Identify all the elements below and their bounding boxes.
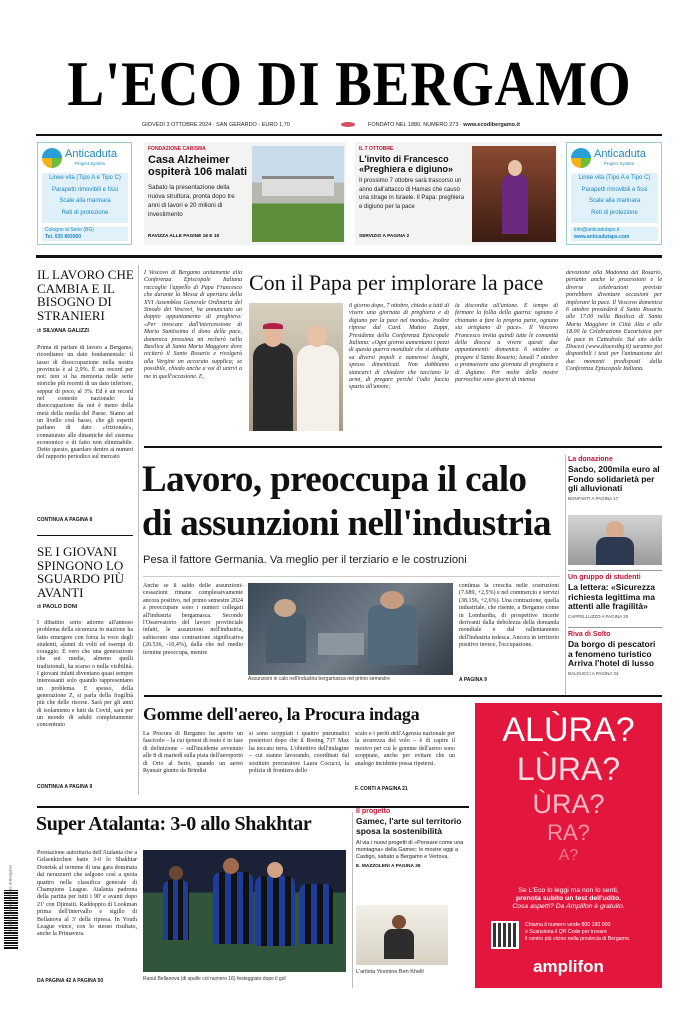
- teaser1-kicker: FONDAZIONE CARISMA: [148, 146, 206, 152]
- atalanta-photo: [143, 850, 346, 972]
- barcode-text: Quotidiano della provincia di Bergamo: [7, 864, 13, 933]
- industria-photo: [248, 583, 453, 675]
- amplifon-line3: ÙRA?: [532, 789, 605, 819]
- teaser-invito-francesco[interactable]: [355, 142, 558, 245]
- teaser2-kicker: IL 7 OTTOBRE: [359, 146, 394, 152]
- sidebar1-ref: BONFANTI A PAGINA 17: [568, 495, 619, 501]
- ad-anticaduta-right[interactable]: [566, 142, 662, 245]
- amplifon-line2: LÙRA?: [516, 751, 621, 787]
- editorial-giovani-byline: [37, 604, 77, 610]
- ad-left-item: Parapetti rimovibili e fissi: [51, 186, 119, 193]
- plane-col1: La Procura di Bergamo ha aperto un fascicolo – la cui ipotesi di reato è in fase di definizione – sull'incidente avvenuto alle 8 di martedì sulla pista dell'aeroporto di Orio al Serio, quando un aereo Ryanair giunto da Brindisi: [143, 731, 243, 775]
- teaser1-title: Casa Alzheimer ospiterà 106 malati: [148, 154, 248, 178]
- byline-prefix: di: [37, 604, 42, 610]
- main-subhead: Pesa il fattore Germania. Va meglio per il terziario e le costruzioni: [143, 554, 467, 566]
- anticaduta-logo-icon: [42, 148, 62, 168]
- amplifon-text1: Se L'Eco lo leggi ma non lo senti,: [518, 887, 619, 894]
- atalanta-ref[interactable]: DA PAGINA 42 A PAGINA 50: [37, 978, 104, 984]
- ad-right-sub: Project System: [604, 161, 635, 166]
- ad-left-item: Linee vita (Tipo A e Tipo C): [49, 175, 121, 181]
- teaser2-body: Il prossimo 7 ottobre sarà trascorso un anno dall'attacco di Hamas che causò una strage in Israele. Il Papa: preghiera e digiuno per la pace: [359, 178, 465, 210]
- ad-left-item: Scale alla marinara: [59, 198, 111, 204]
- pope-meeting-photo: [249, 303, 343, 431]
- plane-ref[interactable]: F. CONTI A PAGINA 21: [355, 786, 408, 792]
- casa-alzheimer-photo: [252, 146, 344, 242]
- amplifon-call1: Chiama il numero verde 800 180 000: [525, 922, 611, 928]
- masthead-founded: [368, 122, 520, 128]
- ad-left-list: [42, 173, 128, 223]
- editorial-giovani-title[interactable]: SE I GIOVANI SPINGONO LO SGUARDO PIÙ AVANTI: [37, 544, 125, 600]
- pope-teaser-photo: [472, 146, 556, 242]
- project-kicker: Il progetto: [356, 808, 391, 815]
- artist-caption: L'artista Yesmine Ben Khelil: [356, 969, 424, 975]
- sidebar2-title: La lettera: «Sicurezza richiesta legittima ma attenti alle fragilità»: [568, 582, 655, 611]
- main-headline-line1[interactable]: Lavoro, preoccupa il calo: [142, 459, 527, 500]
- pope-col3: la discordia all'unione. È tempo di fermare la follia della guerra: ognuno è chiamato a fare la propria parte, ognuno sia artigiano di pace». Il Vescovo Francesco invita quindi tutte le comunità della diocesi a vivere questi due appuntamenti: domenica 6 ottobre a pregare il Santo Rosario; lunedì 7 ottobre a promuovere una giornata di preghiera e di digiuno. Per molte delle nostre parrocchie sono giorni di intensa: [455, 303, 558, 384]
- editorial-lavoro-title[interactable]: IL LAVORO CHE CAMBIA E IL BISOGNO DI STRANIERI: [37, 267, 134, 323]
- atalanta-caption: Raoul Bellanova (di spalle col numero 16) festeggiato dopo il gol: [143, 976, 286, 982]
- pope-headline[interactable]: Con il Papa per implorare la pace: [249, 270, 544, 295]
- anticaduta-logo-icon: [571, 148, 591, 168]
- project-ref[interactable]: E. MAZZOLENI A PAGINA 39: [356, 864, 421, 869]
- teaser2-title: L'invito di Francesco «Preghiera e digiuno»: [359, 154, 454, 174]
- qr-code-icon[interactable]: [491, 921, 519, 949]
- sidebar3-kicker: Riva di Solto: [568, 631, 611, 638]
- ad-left-brand: Anticaduta: [65, 148, 117, 160]
- ad-amplifon[interactable]: [475, 703, 662, 988]
- main-headline-line2[interactable]: di assunzioni nell'industria: [142, 503, 551, 544]
- sidebar2-kicker: Un gruppo di studenti: [568, 574, 641, 581]
- amplifon-line4: RA?: [547, 820, 590, 845]
- project-title: Gamec, l'arte sul territorio sposa la sostenibilità: [356, 816, 462, 836]
- teaser1-body: Sabato la presentazione della nuova struttura, pronta dopo tre anni di lavori e 20 milioni di investimento: [148, 184, 235, 218]
- main-body-col1: Anche se il saldo delle assunzioni-cessazioni rimane complessivamente ancora positivo, nel primo semestre 2024 a preoccupare sono i numeri collegati all'industria bergamasca. Secondo l'Osservatorio del lavoro provinciale infatti, le assunzioni nell'industria, subiscono una contrazione significativa (20.536, -10,4%), dalla che nel medio termine preoccupa, mentre: [143, 583, 243, 656]
- sidebar-donazione[interactable]: [568, 456, 662, 501]
- editorial-lavoro-body: Prima di parlare di lavoro a Bergamo, ricordiamo un dato fondamentale: il tasso di disoccupazione nella nostra provincia è al 2,9%. È un record per noi: non si ha memoria nelle serie storiche più recenti di un dato inferiore, seppur di poco, al 3%. Ed è un record nel contesto nazionale: la disoccupazione da noi è meno della metà della media del Paese. Siamo ad un livello così basso, che gli esperti parlano di dato «frizionale», connaturato alle dinamiche del sistema economico e di fatto non eliminabile. Detto questo, guardare dentro ai numeri del rapporto periodico sul mercato: [37, 345, 133, 461]
- byline-author: SILVANA GALIZZI: [42, 328, 89, 334]
- plane-col3: scalo e i periti dell'Agenzia nazionale per la sicurezza del volo – è di capire il motivo per cui le gomme dell'aereo sono scoppiate, anche per evitare che un analogo incidente possa ripetersi.: [355, 731, 455, 767]
- editorial-giovani-continue[interactable]: CONTINUA A PAGINA 9: [37, 784, 93, 790]
- ad-right-item: Scale alla marinara: [588, 198, 641, 204]
- ad-left-item: Reti di protezione: [61, 209, 109, 216]
- plane-col2: si sono scoppiati i quattro pneumatici posteriori dopo che il Boeing 737 Max ha toccato terra. L'obiettivo dell'indagine – cui stanno lavorando, coordinati dal sostituto procuratore Laura Cocucci, la polizia di frontiera dello: [249, 731, 349, 775]
- artist-photo: [356, 905, 448, 965]
- atalanta-body: Prestazione autoritaria dell'Atalanta che a Gelsenkirchen batte 3-0 lo Shakhtar Donetsk al termine di una gara dominata dai nerazzurri che salgono così a quota quattro nella classifica generale di Champions League. Atalanta padrona della partita per tutti i 90' e avanti dopo 21' con Djimsiti. Raddoppio di Lookman prima dell'intervallo e sigillo di Bellanova al 3' della ripresa. In Youth League vince, con lo stesso risultato, anche la Primavera.: [37, 850, 137, 938]
- ad-left-sub: Project System: [75, 161, 106, 166]
- ad-right-email[interactable]: info@anticadutaps.it: [574, 227, 620, 233]
- main-ref[interactable]: A PAGINA 9: [459, 677, 487, 683]
- sidebar1-title: Sacbo, 200mila euro al Fondo solidarietà per gli alluvionati: [568, 464, 660, 493]
- ad-right-web[interactable]: www.anticadutaps.com: [574, 234, 630, 240]
- teaser-casa-alzheimer[interactable]: [144, 142, 346, 245]
- amplifon-text2: prenota subito un test dell'udito.: [515, 895, 622, 902]
- pope-col4: devozione alla Madonna del Rosario, pertanto anche le processioni e le diverse celebrazioni previste potrebbero diventare occasioni per implorare la pace. Il Vescovo domenica 6 ottobre presiederà il Santo Rosario alle 17.00 nella Basilica di Santa Maria Maggiore in Città Alta e alle 18.00 la Celebrazione Eucaristica per la pace in Cattedrale. Sul sito della Diocesi (www.diocesibg.it) saranno poi disponibili i testi per l'animazione dei due momenti predisposti dalla Conferenza Episcopale Italiana.: [566, 270, 662, 373]
- ad-right-item: Linee vita (Tipo A e Tipo C): [578, 175, 651, 181]
- sidebar3-title: Da borgo di pescatori a fenomeno turistico Arriva l'hotel di lusso: [568, 639, 656, 668]
- project-body: Al via i nuovi progetti di «Pensare come una montagna» della Gamec: le mostre oggi a Castigo, sabato a Bergamo e Vertova.: [356, 840, 464, 860]
- main-body-col2: continua la crescita nelle costruzioni (7.689, +2,5%) e nel commercio e servizi (38.156, +2,6%). Una contrazione, quella industriale, che risente, a Bergamo come in Lombardia, di prospettive incerte derivanti dalla debolezza della domanda mondiale e dal rallentamento dell'industria tedesca. Ancora in territorio positivo invece, l'occupazione.: [459, 583, 559, 649]
- sidebar3-ref: BALDUCCI A PAGINA 34: [568, 670, 619, 676]
- pope-col2: il giorno dopo, 7 ottobre, chiedo a tutti di vivere una giornata di preghiera e di digiuno per la pace nel mondo». Inoltre riprese dal Card. Matteo Zuppi, Presidente della Conferenza Episcopale Italiana: «Ogni giorno aumentano i pezzi di questa guerra mondiale che si abbatte su diversi popoli e numerosi luoghi, spesso dimenticati. Non dobbiamo stancarci di chiedere che tacciano le armi, di pregare perché l'odio faccia spazio all'amore,: [349, 303, 449, 391]
- editorial-lavoro-continue[interactable]: CONTINUA A PAGINA 8: [37, 517, 93, 523]
- amplifon-line5: A?: [558, 847, 579, 864]
- ad-right-item: Parapetti rimovibili e fissi: [581, 186, 648, 193]
- ad-right-list: [571, 173, 658, 223]
- masthead-founded-text: FONDATO NEL 1880. NUMERO 273 ·: [368, 122, 462, 128]
- ad-anticaduta-left[interactable]: [37, 142, 132, 245]
- amplifon-brand: amplifon: [533, 957, 604, 976]
- pope-intro: I Vescovo di Bergamo unitamente alla Conferenza Episcopale Italiana raccoglie l'appello di Papa Francesco che durante la Messa di apertura della XVI Assemblea Generale Ordinaria del Sinodo dei Vescovi, ha annunciato un doppio appuntamento di preghiera: «Per invocare dall'intercessione di Maria Santissima il dono della pace, domenica prossima mi recherò nella Basilica di Santa Maria Maggiore dove reciterò il Santo Rosario e rivolgerò alla Vergine un accorato supplica; se possibile, chiedo anche a voi di unirvi a me in quell'occasione. E,: [144, 270, 242, 380]
- sidebar2-ref: CAPPELLUZZO A PAGINA 20: [568, 613, 629, 619]
- ad-right-item: Reti di protezione: [591, 209, 638, 216]
- sidebar-studenti[interactable]: [568, 574, 662, 619]
- masthead-website[interactable]: www.ecodibergamo.it: [463, 122, 520, 128]
- teaser2-ref[interactable]: SERVIZIO A PAGINA 2: [359, 234, 410, 239]
- teaser1-ref[interactable]: RAVIZZA ALLE PAGINE 18 E 19: [148, 234, 220, 239]
- sidebar-riva-di-solto[interactable]: [568, 631, 662, 676]
- industria-caption: Assunzioni in calo nell'industria bergamasca nel primo semestre: [248, 676, 390, 682]
- byline-prefix: di: [37, 328, 42, 334]
- byline-author: PAOLO DONI: [42, 604, 78, 610]
- masthead-date: GIOVEDÌ 3 OTTOBRE 2024 · SAN GERARDO · EURO 1,70: [142, 122, 290, 128]
- amplifon-call2: o Scansiona il QR Code per trovare: [525, 929, 607, 935]
- editorial-giovani-body: I dibattito sorto attorno all'annoso problema della sicurezza in stazione ha fatto emergere con forza la voce degli studenti, alunni di volti ed esempi di coraggio. È vero che una generazione che sui media, almeno quelli tradizionali, ha scarso o nulla visibilità. I giovani infatti diventano quasi sempre interessanti solo quando rappresentano un problema. E spesso, della generazione Z, si parla della fragilità più che delle risorse. Sarà per gli anni di isolamento e lutti da Covid, sarà per un mondo di adulti completamente concentrato: [37, 620, 133, 729]
- atalanta-headline[interactable]: Super Atalanta: 3-0 allo Shakhtar: [36, 813, 312, 835]
- editorial-lavoro-byline: [37, 328, 89, 334]
- amplifon-call3: il centro più vicino nella provincia di Bergamo.: [525, 936, 631, 942]
- sacbo-photo: [568, 515, 662, 565]
- masthead-feather-icon: [341, 122, 355, 127]
- amplifon-line1: ALÙRA?: [502, 711, 635, 749]
- sidebar1-kicker: La donazione: [568, 456, 613, 463]
- plane-headline[interactable]: Gomme dell'aereo, la Procura indaga: [143, 704, 420, 724]
- ad-left-phone: Tel. 035 893950: [45, 234, 82, 240]
- amplifon-text3: Cosa aspetti? Da Amplifon è gratuito.: [512, 903, 625, 910]
- ad-right-brand: Anticaduta: [594, 148, 646, 160]
- masthead-title: L'ECO DI BERGAMO: [67, 48, 632, 119]
- ad-left-address: Cologno al Serio (BG): [45, 227, 94, 233]
